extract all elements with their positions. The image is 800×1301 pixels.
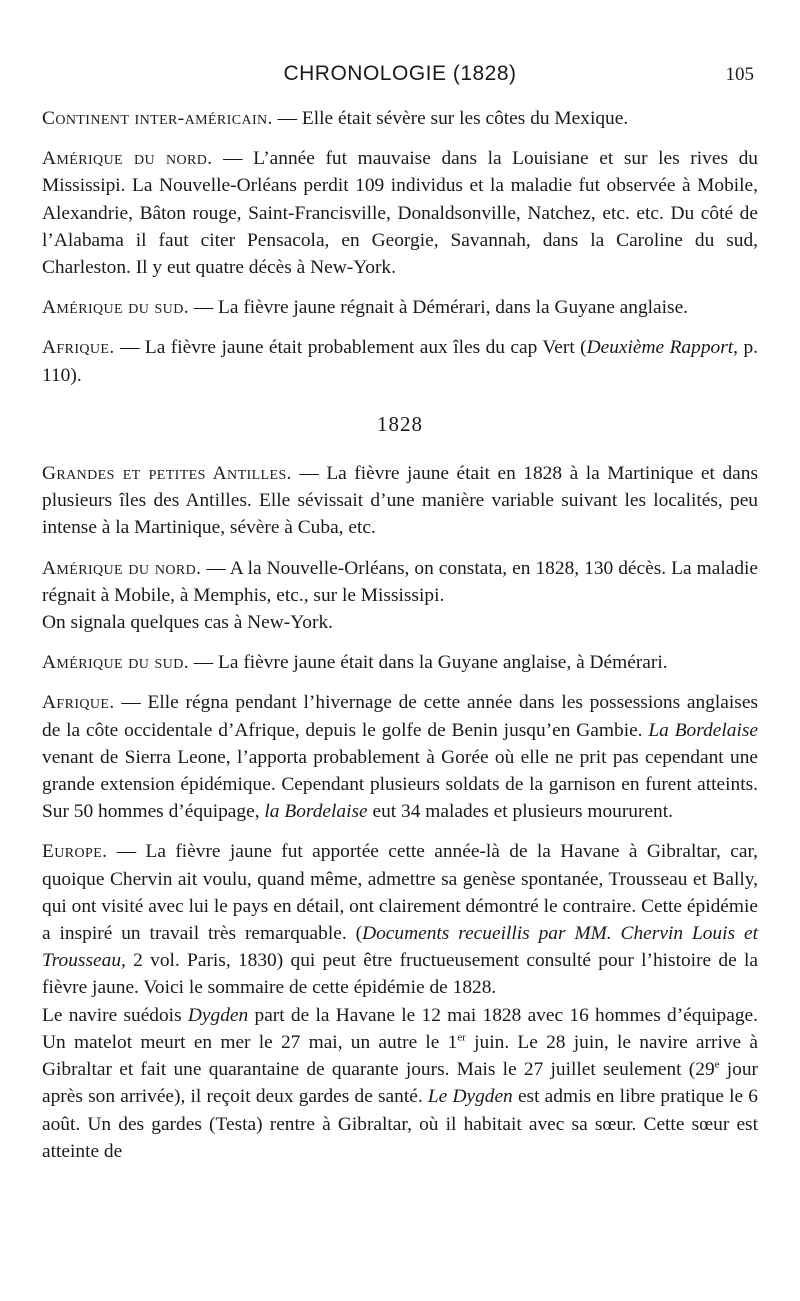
paragraph-text: venant de Sierra Leone, l’apporta probablement à Gorée où elle ne prit pas cependant une grande extension épidémique. Cependant plusieurs soldats de la garnison en furent atteints. Sur 50 hommes d’équipage,	[42, 746, 758, 823]
paragraph-text: — La fièvre jaune était dans la Guyane anglaise, à Démérari.	[188, 652, 668, 674]
section-heading: Amérique du sud.	[42, 652, 189, 674]
paragraph-new-york	[42, 609, 758, 636]
paragraph-text: jour après son arrivée), il reçoit deux gardes de santé.	[42, 1059, 758, 1108]
section-heading: Amérique du sud.	[42, 297, 189, 319]
paragraph-dygden	[42, 1002, 758, 1165]
paragraph-text: part de la Havane le 12 mai 1828 avec 16 hommes d’équipage. Un matelot meurt en mer le 27 mai, un autre le 1	[42, 1004, 759, 1053]
ship-name: La Bordelaise	[648, 719, 759, 741]
paragraph-amerique-du-sud	[42, 294, 758, 321]
ship-name: la Bordelaise	[264, 801, 368, 823]
paragraph-text: Le navire suédois	[42, 1004, 188, 1026]
ship-name: Dygden	[187, 1004, 249, 1026]
paragraph-europe	[42, 838, 758, 1001]
section-heading: Europe.	[42, 841, 108, 863]
body-text	[42, 105, 758, 1165]
paragraph-afrique	[42, 334, 758, 388]
ordinal-suffix: er	[457, 1031, 466, 1044]
paragraph-text: 2 vol. Paris, 1830) qui peut être fructueusement consulté pour l’histoire de la fièvre jaune. Voici le sommaire de cette épidémie de 1828.	[42, 950, 758, 999]
paragraph-text: , p. 110).	[42, 337, 758, 386]
paragraph-antilles	[42, 460, 758, 542]
section-heading: Continent inter-américain.	[42, 108, 273, 129]
section-heading: Afrique.	[42, 692, 115, 714]
paragraph-text: — La fièvre jaune régnait à Démérari, dans la Guyane anglaise.	[188, 297, 689, 319]
paragraph-continent-inter-americain	[42, 105, 758, 132]
paragraph-text: On signala quelques cas à New-York.	[42, 612, 333, 634]
paragraph-text: — L’année fut mauvaise dans la Louisiane et sur les rives du Mississipi. La Nouvelle-Orléans perdit 109 individus et la maladie fut observée à Mobile, Alexandrie, Bâton rouge, Saint-Francisville, Donaldsonville, Natchez, etc. etc. Du côté de l’Alabama il faut citer Pensacola, en Georgie, Savannah, dans la Caroline du sud, Charleston. Il y eut quatre décès à New-York.	[42, 148, 758, 279]
section-heading: Afrique.	[42, 337, 115, 359]
citation-title: Documents recueillis par MM. Chervin Louis et Trousseau,	[42, 923, 758, 972]
section-heading: Grandes et petites Antilles.	[42, 463, 292, 485]
paragraph-text: — A la Nouvelle-Orléans, on constata, en 1828, 130 décès. La maladie régnait à Mobile, à Memphis, etc., sur le Mississipi.	[42, 557, 759, 606]
paragraph-text: est admis en libre pratique le 6 août. Un des gardes (Testa) rentre à Gibraltar, où il habitait avec sa sœur. Cette sœur est atteinte de	[42, 1086, 758, 1162]
paragraph-text: — Elle était sévère sur les côtes du Mexique.	[272, 108, 629, 129]
page-number: 105	[725, 64, 754, 85]
paragraph-text: — La fièvre jaune fut apportée cette année-là de la Havane à Gibraltar, car, quoique Chervin ait voulu, quand même, admettre sa genèse spontanée, Trousseau et Bally, qui ont visité avec lui le pays en détail, ont clairement démontré le contraire. Cette épidémie a inspiré un travail très remarquable. (	[42, 841, 758, 945]
ordinal-suffix: e	[714, 1058, 720, 1071]
year-heading: 1828	[377, 411, 423, 436]
section-heading: Amérique du nord.	[42, 557, 202, 579]
ship-name: Le Dygden	[427, 1086, 513, 1108]
paragraph-text: — La fièvre jaune était probablement aux îles du cap Vert (	[114, 337, 587, 359]
paragraph-text: juin. Le 28 juin, le navire arrive à Gibraltar et fait une quarantaine de quarante jours. Mais le 27 juillet seulement (29	[42, 1031, 758, 1081]
paragraph-amerique-du-sud-1828	[42, 649, 758, 676]
paragraph-text: eut 34 malades et plusieurs moururent.	[367, 801, 673, 823]
citation-title: Deuxième Rapport	[586, 337, 734, 359]
paragraph-amerique-du-nord	[42, 145, 758, 281]
paragraph-text: — La fièvre jaune était en 1828 à la Martinique et dans plusieurs îles des Antilles. Elle sévissait d’une manière variable suivant les localités, peu intense à la Martinique, sévère à Cuba, etc.	[42, 463, 758, 539]
paragraph-text: — Elle régna pendant l’hivernage de cette année dans les possessions anglaises de la côte occidentale d’Afrique, depuis le golfe de Benin jusqu’en Gambie.	[42, 692, 758, 741]
section-heading: Amérique du nord.	[42, 148, 213, 170]
running-head	[42, 62, 758, 92]
paragraph-afrique-1828	[42, 689, 758, 825]
paragraph-amerique-du-nord-1828	[42, 555, 758, 609]
running-title: CHRONOLOGIE (1828)	[283, 62, 517, 85]
